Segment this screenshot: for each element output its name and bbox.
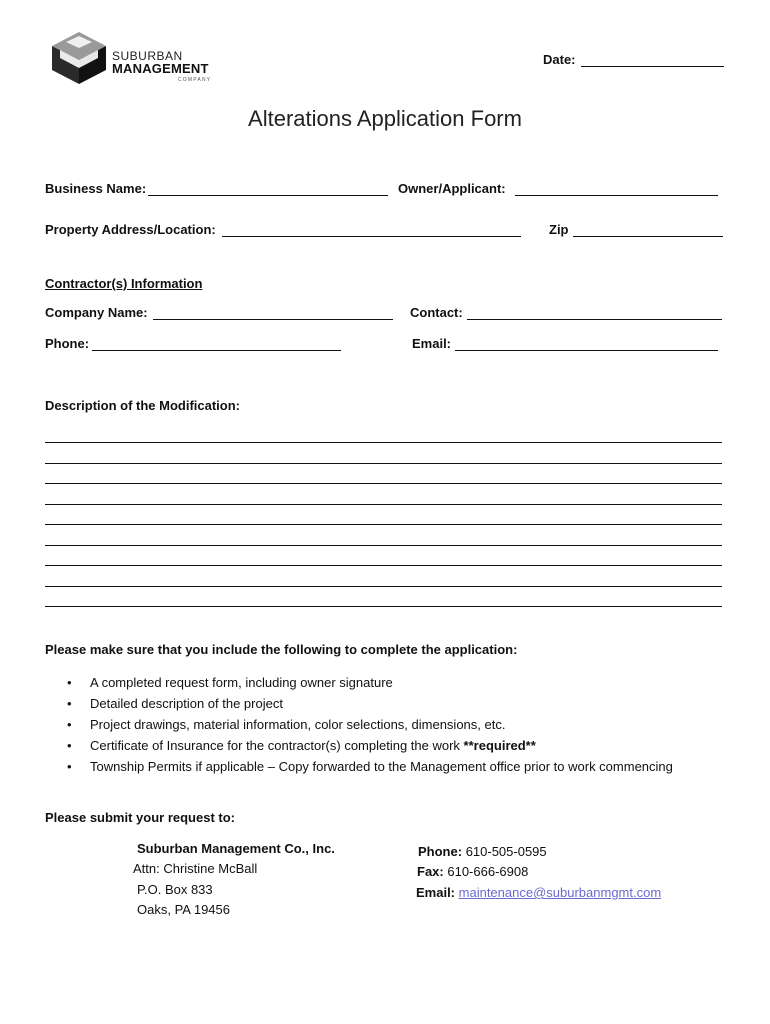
list-item-text: Certificate of Insurance for the contractor(s) completing the work bbox=[90, 738, 464, 753]
required-note: **required** bbox=[463, 738, 536, 753]
zip-field[interactable] bbox=[573, 236, 723, 237]
description-line[interactable] bbox=[45, 586, 722, 587]
submit-company: Suburban Management Co., Inc. bbox=[137, 841, 335, 856]
submit-phone-label: Phone: bbox=[418, 844, 463, 859]
list-item-text: A completed request form, including owner signature bbox=[90, 675, 393, 690]
submit-attn: Attn: Christine McBall bbox=[133, 861, 258, 876]
description-line[interactable] bbox=[45, 504, 722, 505]
list-item-text: Detailed description of the project bbox=[90, 696, 283, 711]
contact-field[interactable] bbox=[467, 319, 722, 320]
date-label: Date: bbox=[543, 52, 576, 67]
description-line[interactable] bbox=[45, 483, 722, 484]
description-line[interactable] bbox=[45, 524, 722, 525]
owner-applicant-label: Owner/Applicant: bbox=[398, 181, 506, 196]
list-item-text: Project drawings, material information, color selections, dimensions, etc. bbox=[90, 717, 506, 732]
page-title: Alterations Application Form bbox=[248, 106, 522, 131]
business-name-field[interactable] bbox=[148, 195, 388, 196]
company-name-label: Company Name: bbox=[45, 305, 148, 320]
submit-email bbox=[416, 883, 661, 904]
description-line[interactable] bbox=[45, 565, 722, 566]
submit-phone bbox=[418, 842, 547, 863]
bullet: • bbox=[67, 759, 72, 774]
business-name-label: Business Name: bbox=[45, 181, 147, 196]
owner-applicant-field[interactable] bbox=[515, 195, 718, 196]
list-item bbox=[45, 672, 673, 693]
logo-text-company: COMPANY bbox=[178, 77, 212, 83]
list-item bbox=[45, 693, 673, 714]
contact-label: Contact: bbox=[410, 305, 463, 320]
bullet: • bbox=[67, 675, 72, 690]
submit-city: Oaks, PA 19456 bbox=[137, 902, 230, 917]
contractor-heading: Contractor(s) Information bbox=[45, 276, 203, 291]
bullet: • bbox=[67, 738, 72, 753]
requirements-heading: Please make sure that you include the following to complete the application: bbox=[45, 642, 518, 657]
phone-label: Phone: bbox=[45, 336, 90, 351]
list-item bbox=[45, 714, 673, 735]
submit-phone-value: 610-505-0595 bbox=[465, 844, 547, 859]
submit-po-box: P.O. Box 833 bbox=[137, 882, 213, 897]
contractor-email-field[interactable] bbox=[455, 350, 718, 351]
list-item-text: Township Permits if applicable – Copy forwarded to the Management office prior to work commencing bbox=[90, 759, 673, 774]
bullet: • bbox=[67, 696, 72, 711]
description-line[interactable] bbox=[45, 463, 722, 464]
bullet: • bbox=[67, 717, 72, 732]
zip-label: Zip bbox=[549, 222, 569, 237]
description-line[interactable] bbox=[45, 442, 722, 443]
list-item bbox=[45, 735, 673, 756]
submit-heading: Please submit your request to: bbox=[45, 810, 235, 825]
description-label: Description of the Modification: bbox=[45, 398, 240, 413]
email-label: Email: bbox=[412, 336, 452, 351]
submit-fax-label: Fax: bbox=[417, 864, 444, 879]
list-item bbox=[45, 756, 673, 777]
date-field[interactable] bbox=[581, 66, 724, 67]
description-line[interactable] bbox=[45, 545, 722, 546]
property-address-label: Property Address/Location: bbox=[45, 222, 216, 237]
requirements-list bbox=[45, 672, 673, 777]
logo-text-management: MANAGEMENT bbox=[112, 61, 209, 76]
submit-email-label: Email: bbox=[416, 885, 456, 900]
logo-cube-icon bbox=[50, 30, 108, 86]
description-line[interactable] bbox=[45, 606, 722, 607]
submit-email-link[interactable]: maintenance@suburbanmgmt.com bbox=[458, 885, 662, 900]
logo-text-suburban: SUBURBAN bbox=[112, 49, 183, 63]
contractor-phone-field[interactable] bbox=[92, 350, 341, 351]
property-address-field[interactable] bbox=[222, 236, 521, 237]
submit-fax bbox=[417, 862, 528, 883]
company-name-field[interactable] bbox=[153, 319, 393, 320]
submit-fax-value: 610-666-6908 bbox=[447, 864, 529, 879]
